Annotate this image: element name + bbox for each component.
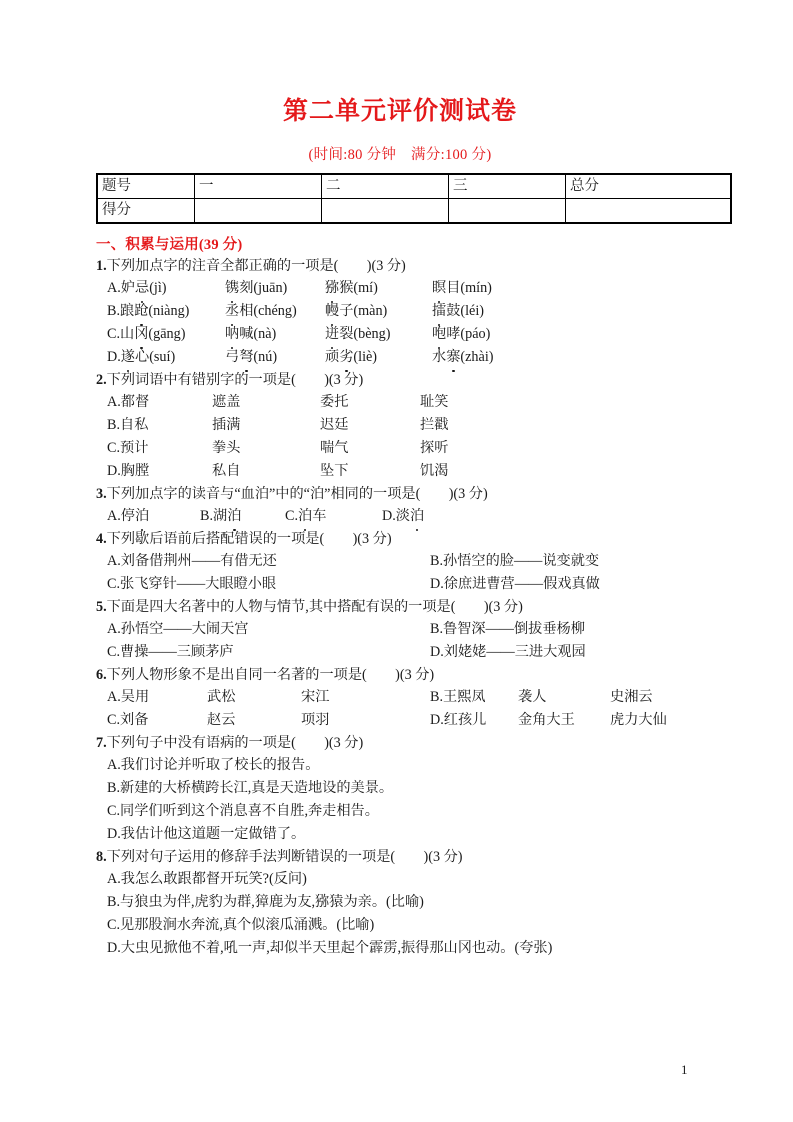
question-3: [96, 483, 704, 528]
option-cell: C.预计: [107, 440, 149, 457]
option-row-cd: [96, 641, 704, 664]
question-text: 下列歇后语前后搭配错误的一项是(: [106, 531, 325, 548]
q1-d-2: 弓弩(nú): [225, 349, 277, 365]
question-number: 7.: [96, 735, 107, 752]
option-row-c: [96, 437, 704, 460]
option-row-c: [96, 323, 704, 346]
question-7: [96, 732, 704, 846]
option-cell: A.孙悟空——大闹天宫: [107, 621, 249, 638]
option-cell: 拦戳: [420, 417, 449, 434]
question-number: 5.: [96, 599, 107, 616]
emphasis-dot-char: 瞑: [432, 277, 446, 300]
option-line-a: A.我们讨论并听取了校长的报告。: [107, 757, 320, 774]
option-cell: [432, 300, 484, 323]
score-table-cell: 一: [195, 174, 322, 199]
table-row: [97, 174, 731, 199]
option-cell: A.妒忌(jì): [107, 277, 225, 300]
option-cell: [325, 346, 432, 369]
option-row-a: [96, 391, 704, 414]
option-line-c: C.同学们听到这个消息喜不自胜,奔走相告。: [107, 803, 379, 820]
question-stem: [96, 596, 704, 618]
option-cell: 史湘云: [610, 689, 653, 706]
option-cell: B.踉跄(niàng): [107, 300, 225, 323]
emphasis-dot-char: 弩: [239, 346, 253, 369]
q1-c-1: 山冈(gāng): [120, 326, 185, 342]
emphasis-dot-char: 冈: [134, 323, 148, 346]
score-table-cell: [566, 199, 732, 224]
option-cell: 喘气: [320, 440, 349, 457]
emphasis-dot-char: 泊: [135, 505, 149, 528]
q1-c-3: 迸裂(bèng): [325, 326, 390, 342]
emphasis-dot-char: 镌: [225, 277, 239, 300]
option-cell: C.曹操——三顾茅庐: [107, 644, 234, 661]
question-score: )(3 分): [324, 735, 364, 752]
emphasis-dot-char: 迸: [325, 323, 339, 346]
q3-o4: 淡泊: [396, 508, 424, 524]
option-cell: 拳头: [212, 440, 241, 457]
q1-b-3: 幔子(màn): [325, 303, 387, 319]
question-1: [96, 255, 704, 369]
option-cell: C.泊车: [285, 505, 382, 528]
table-row: [97, 199, 731, 224]
option-cell: 饥渴: [420, 463, 449, 480]
emphasis-dot-char: 丞: [225, 300, 239, 323]
option-cell: C.刘备: [107, 712, 149, 729]
question-score: )(3 分): [483, 599, 523, 616]
option-cell: D.刘姥姥——三进大观园: [430, 644, 586, 661]
q3-o2: 湖泊: [213, 508, 241, 524]
emphasis-dot-char: 呐: [225, 323, 239, 346]
emphasis-dot-char: 幔: [325, 300, 339, 323]
option-cell: A.停泊: [107, 505, 200, 528]
question-4: [96, 528, 704, 596]
option-cell: [432, 277, 492, 300]
question-stem: [96, 664, 704, 686]
q1-d-3: 顽劣(liè): [325, 349, 377, 365]
question-stem: [96, 255, 704, 277]
question-number: 4.: [96, 531, 107, 548]
option-cell: 私自: [212, 463, 241, 480]
emphasis-dot-char: 猕: [325, 277, 339, 300]
option-cell: B.自私: [107, 417, 149, 434]
option-cell: B.王熙凤: [430, 689, 486, 706]
q3-o3: 泊车: [298, 508, 326, 524]
option-cell: D.徐庶进曹营——假戏真做: [430, 576, 600, 593]
score-table-row-label: 题号: [97, 174, 195, 199]
question-number: 2.: [96, 372, 107, 389]
option-row-d: [96, 460, 704, 483]
option-cell: C.张飞穿针——大眼瞪小眼: [107, 576, 277, 593]
emphasis-dot-char: 遂: [121, 346, 135, 369]
question-score: )(3 分): [366, 258, 406, 275]
page-title: 第二单元评价测试卷: [282, 98, 517, 125]
score-table-cell: [449, 199, 566, 224]
option-cell: B.湖泊: [200, 505, 285, 528]
question-stem: [96, 846, 704, 868]
question-stem: [96, 369, 704, 391]
option-line-d: D.我估计他这道题一定做错了。: [107, 826, 306, 843]
question-score: )(3 分): [423, 849, 463, 866]
option-cell: [432, 346, 494, 369]
emphasis-dot-char: 忌: [135, 277, 149, 300]
question-stem: [96, 483, 704, 505]
question-score: )(3 分): [352, 531, 392, 548]
question-number: 6.: [96, 667, 107, 684]
question-text: 下列人物形象不是出自同一名著的一项是(: [106, 667, 367, 684]
option-line-a: A.我怎么敢跟都督开玩笑?(反问): [107, 871, 307, 888]
score-table-cell: 三: [449, 174, 566, 199]
q1-b-2: 丞相(chéng): [225, 303, 297, 319]
score-table-row-label: 得分: [97, 199, 195, 224]
emphasis-dot-char: 劣: [339, 346, 353, 369]
question-score: )(3 分): [448, 486, 488, 503]
option-cell: 虎力大仙: [610, 712, 667, 729]
question-score: )(3 分): [324, 372, 364, 389]
emphasis-dot-char: 咆: [432, 323, 446, 346]
option-line-c: C.见那股涧水奔流,真个似滚瓜涌溅。(比喻): [107, 917, 375, 934]
question-text: 下列句子中没有语病的一项是(: [106, 735, 296, 752]
option-row-ab: [96, 618, 704, 641]
option-cell: [225, 300, 325, 323]
score-table-cell: 二: [322, 174, 449, 199]
question-number: 3.: [96, 486, 107, 503]
option-cell: D.红孩儿: [430, 712, 487, 729]
q3-o1: 停泊: [121, 508, 149, 524]
emphasis-dot-char: 泊: [410, 505, 424, 528]
emphasis-dot-char: 泊: [298, 505, 312, 528]
option-cell: [325, 300, 432, 323]
option-cell: [225, 323, 325, 346]
question-text: 下列对句子运用的修辞手法判断错误的一项是(: [106, 849, 396, 866]
section-heading-one: 一、积累与运用(39 分): [96, 237, 243, 254]
question-score: )(3 分): [395, 667, 435, 684]
question-text: 下列词语中有错别字的一项是(: [106, 372, 296, 389]
q1-a-1: 妒忌(jì): [121, 280, 167, 296]
option-cell: B.孙悟空的脸——说变就变: [430, 553, 600, 570]
option-row-b: [96, 300, 704, 323]
question-5: [96, 596, 704, 664]
question-text: 下面是四大名著中的人物与情节,其中搭配有误的一项是(: [106, 599, 456, 616]
option-cell: 遮盖: [212, 394, 241, 411]
question-text: 下列加点字的读音与“血泊”中的“泊”相同的一项是(: [106, 486, 421, 503]
option-cell: A.都督: [107, 394, 150, 411]
option-cell: [225, 346, 325, 369]
option-cell: 项羽: [301, 712, 330, 729]
question-stem: [96, 528, 704, 550]
option-cell: [325, 277, 432, 300]
option-cell: 耻笑: [420, 394, 449, 411]
option-cell: 探听: [420, 440, 449, 457]
emphasis-dot-char: 泊: [227, 505, 241, 528]
score-table-cell: 总分: [566, 174, 732, 199]
option-cell: D.淡泊: [382, 505, 424, 528]
option-row-a: [96, 277, 704, 300]
option-cell: A.刘备借荆州——有借无还: [107, 553, 277, 570]
emphasis-dot-char: 跄: [134, 300, 148, 323]
option-cell: 插满: [212, 417, 241, 434]
option-cell: 武松: [207, 689, 236, 706]
option-row-ab: [96, 550, 704, 573]
option-cell: 坠下: [320, 463, 349, 480]
q1-c-2: 呐喊(nà): [225, 326, 276, 342]
option-row-ab: [96, 686, 704, 709]
question-6: [96, 664, 704, 732]
emphasis-dot-char: 寨: [446, 346, 460, 369]
option-line-d: D.大虫见掀他不着,吼一声,却似半天里起个霹雳,振得那山冈也动。(夸张): [107, 940, 553, 957]
q1-a-2: 镌刻(juān): [225, 280, 287, 296]
question-stem: [96, 732, 704, 754]
question-number: 8.: [96, 849, 107, 866]
option-cell: 委托: [320, 394, 349, 411]
option-row-abcd: [96, 505, 704, 528]
option-cell: 宋江: [301, 689, 330, 706]
option-cell: C.山冈(gāng): [107, 323, 225, 346]
score-table: [96, 173, 732, 224]
option-cell: B.鲁智深——倒拔垂杨柳: [430, 621, 585, 638]
option-cell: A.吴用: [107, 689, 150, 706]
option-line-b: B.与狼虫为伴,虎豹为群,獐鹿为友,猕猿为亲。(比喻): [107, 894, 424, 911]
option-cell: D.胸膛: [107, 463, 150, 480]
emphasis-dot-char: 擂: [432, 300, 446, 323]
option-row-cd: [96, 573, 704, 596]
option-cell: [225, 277, 325, 300]
page-number: 1: [681, 1062, 688, 1077]
option-cell: 袭人: [518, 689, 547, 706]
option-cell: 金角大王: [518, 712, 575, 729]
q1-d-4: 水寨(zhài): [432, 349, 494, 365]
q1-d-1: 遂心(suí): [121, 349, 175, 365]
question-2: [96, 369, 704, 483]
option-cell: [432, 323, 490, 346]
option-line-b: B.新建的大桥横跨长江,真是天造地设的美景。: [107, 780, 394, 797]
question-text: 下列加点字的注音全都正确的一项是(: [106, 258, 339, 275]
question-8: [96, 846, 704, 960]
option-cell: 迟廷: [320, 417, 349, 434]
option-row-b: [96, 414, 704, 437]
q1-c-4: 咆哮(páo): [432, 326, 490, 342]
option-cell: D.遂心(suí): [107, 346, 225, 369]
option-cell: 赵云: [207, 712, 236, 729]
question-number: 1.: [96, 258, 107, 275]
q1-b-1: 踉跄(niàng): [120, 303, 189, 319]
q1-a-4: 瞑目(mín): [432, 280, 492, 296]
exam-meta-subtitle: (时间:80 分钟 满分:100 分): [308, 147, 492, 164]
option-cell: [325, 323, 432, 346]
score-table-cell: [195, 199, 322, 224]
option-row-d: [96, 346, 704, 369]
score-table-cell: [322, 199, 449, 224]
q1-b-4: 擂鼓(léi): [432, 303, 484, 319]
page-content: [96, 96, 704, 960]
q1-a-3: 猕猴(mí): [325, 280, 378, 296]
option-row-cd: [96, 709, 704, 732]
